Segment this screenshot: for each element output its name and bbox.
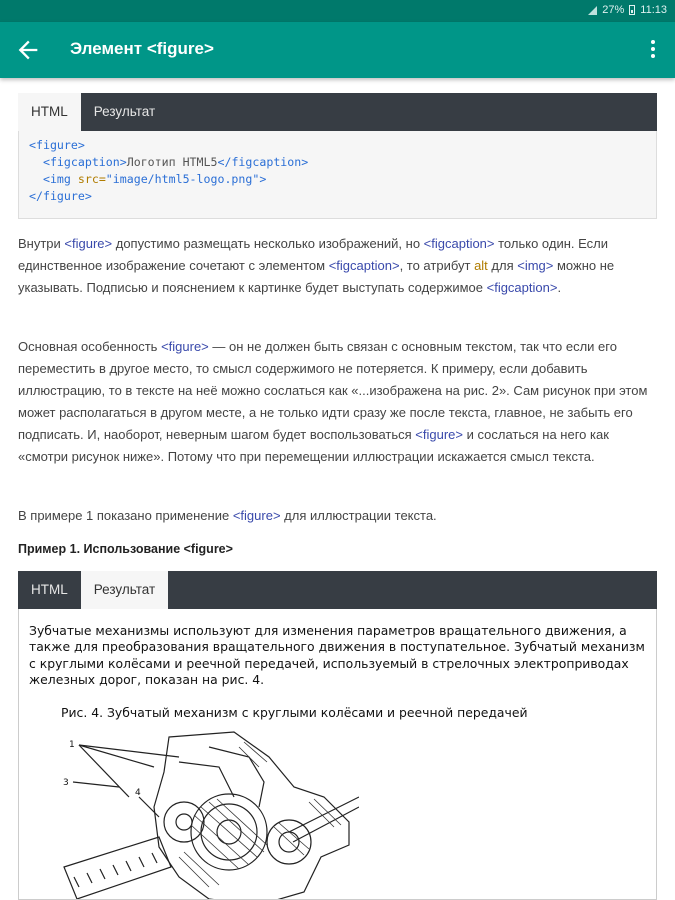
paragraph-1: Внутри <figure> допустимо размещать несколько изображений, но <figcaption> только один. Если единственное изображение сочетают с элементом <figcaption>, то атрибут alt для <img> можно не указывать. Подписью и пояснением к картинке будет выступать содержимое <figcaption>. xyxy=(18,236,615,295)
tab-result-example[interactable]: Результат xyxy=(81,571,168,609)
code-line-1: <figure> xyxy=(29,138,85,152)
overflow-menu-icon[interactable] xyxy=(645,38,661,62)
example-heading: Пример 1. Использование <figure> xyxy=(18,542,233,556)
page-title: Элемент <figure> xyxy=(70,39,214,58)
battery-percent: 27% xyxy=(602,4,625,16)
status-bar xyxy=(0,0,675,22)
figure-caption: Рис. 4. Зубчатый механизм с круглыми колёсами и реечной передачей xyxy=(61,705,528,720)
paragraph-2: Основная особенность <figure> — он не должен быть связан с основным текстом, так что если его переместить в другое место, то смысл содержимого не потеряется. К примеру, если добавить иллюстрацию, то в тексте на неё можно сослаться как «...изображена на рис. 2». Сам рисунок при этом может располагаться в другом месте, а не только идти сразу же после текста, главное, не забыть его подписать. И, наоборот, неверным шагом будет воспользоваться <figure> и сослаться на него как «смотри рисунок ниже». Потому что при перемещении иллюстрации искажается смысл текста. xyxy=(18,339,648,464)
back-arrow-icon[interactable] xyxy=(14,36,42,64)
app-bar xyxy=(0,22,675,78)
paragraph-3: В примере 1 показано применение <figure> для иллюстрации текста. xyxy=(18,508,437,523)
tab-html[interactable]: HTML xyxy=(18,93,81,131)
figure-label-4: 4 xyxy=(135,788,141,798)
code-line-2: <figcaption>Логотип HTML5</figcaption> xyxy=(42,155,309,169)
result-text: Зубчатые механизмы используют для изменения параметров вращательного движения, а также для преобразования вращательного движения в поступательное. Зубчатый механизм с круглыми колёсами и реечной передачей, используемый в стрелочных электроприводах железных дорог, показан на рис. 4. xyxy=(29,623,645,687)
clock: 11:13 xyxy=(640,4,667,16)
gear-mechanism-image xyxy=(59,727,359,900)
example-tabs xyxy=(18,571,657,609)
figure-label-3: 3 xyxy=(63,778,69,788)
figure-label-1: 1 xyxy=(69,740,75,750)
result-panel xyxy=(18,609,657,900)
tab-result[interactable]: Результат xyxy=(93,104,156,119)
code-line-3: <img src="image/html5-logo.png"> xyxy=(42,172,267,186)
tab-html-example[interactable]: HTML xyxy=(31,582,68,597)
battery-icon xyxy=(629,5,635,15)
code-line-4: </figure> xyxy=(29,189,92,203)
code-block xyxy=(18,131,657,219)
code-tabs xyxy=(18,93,657,131)
signal-icon xyxy=(588,6,597,15)
